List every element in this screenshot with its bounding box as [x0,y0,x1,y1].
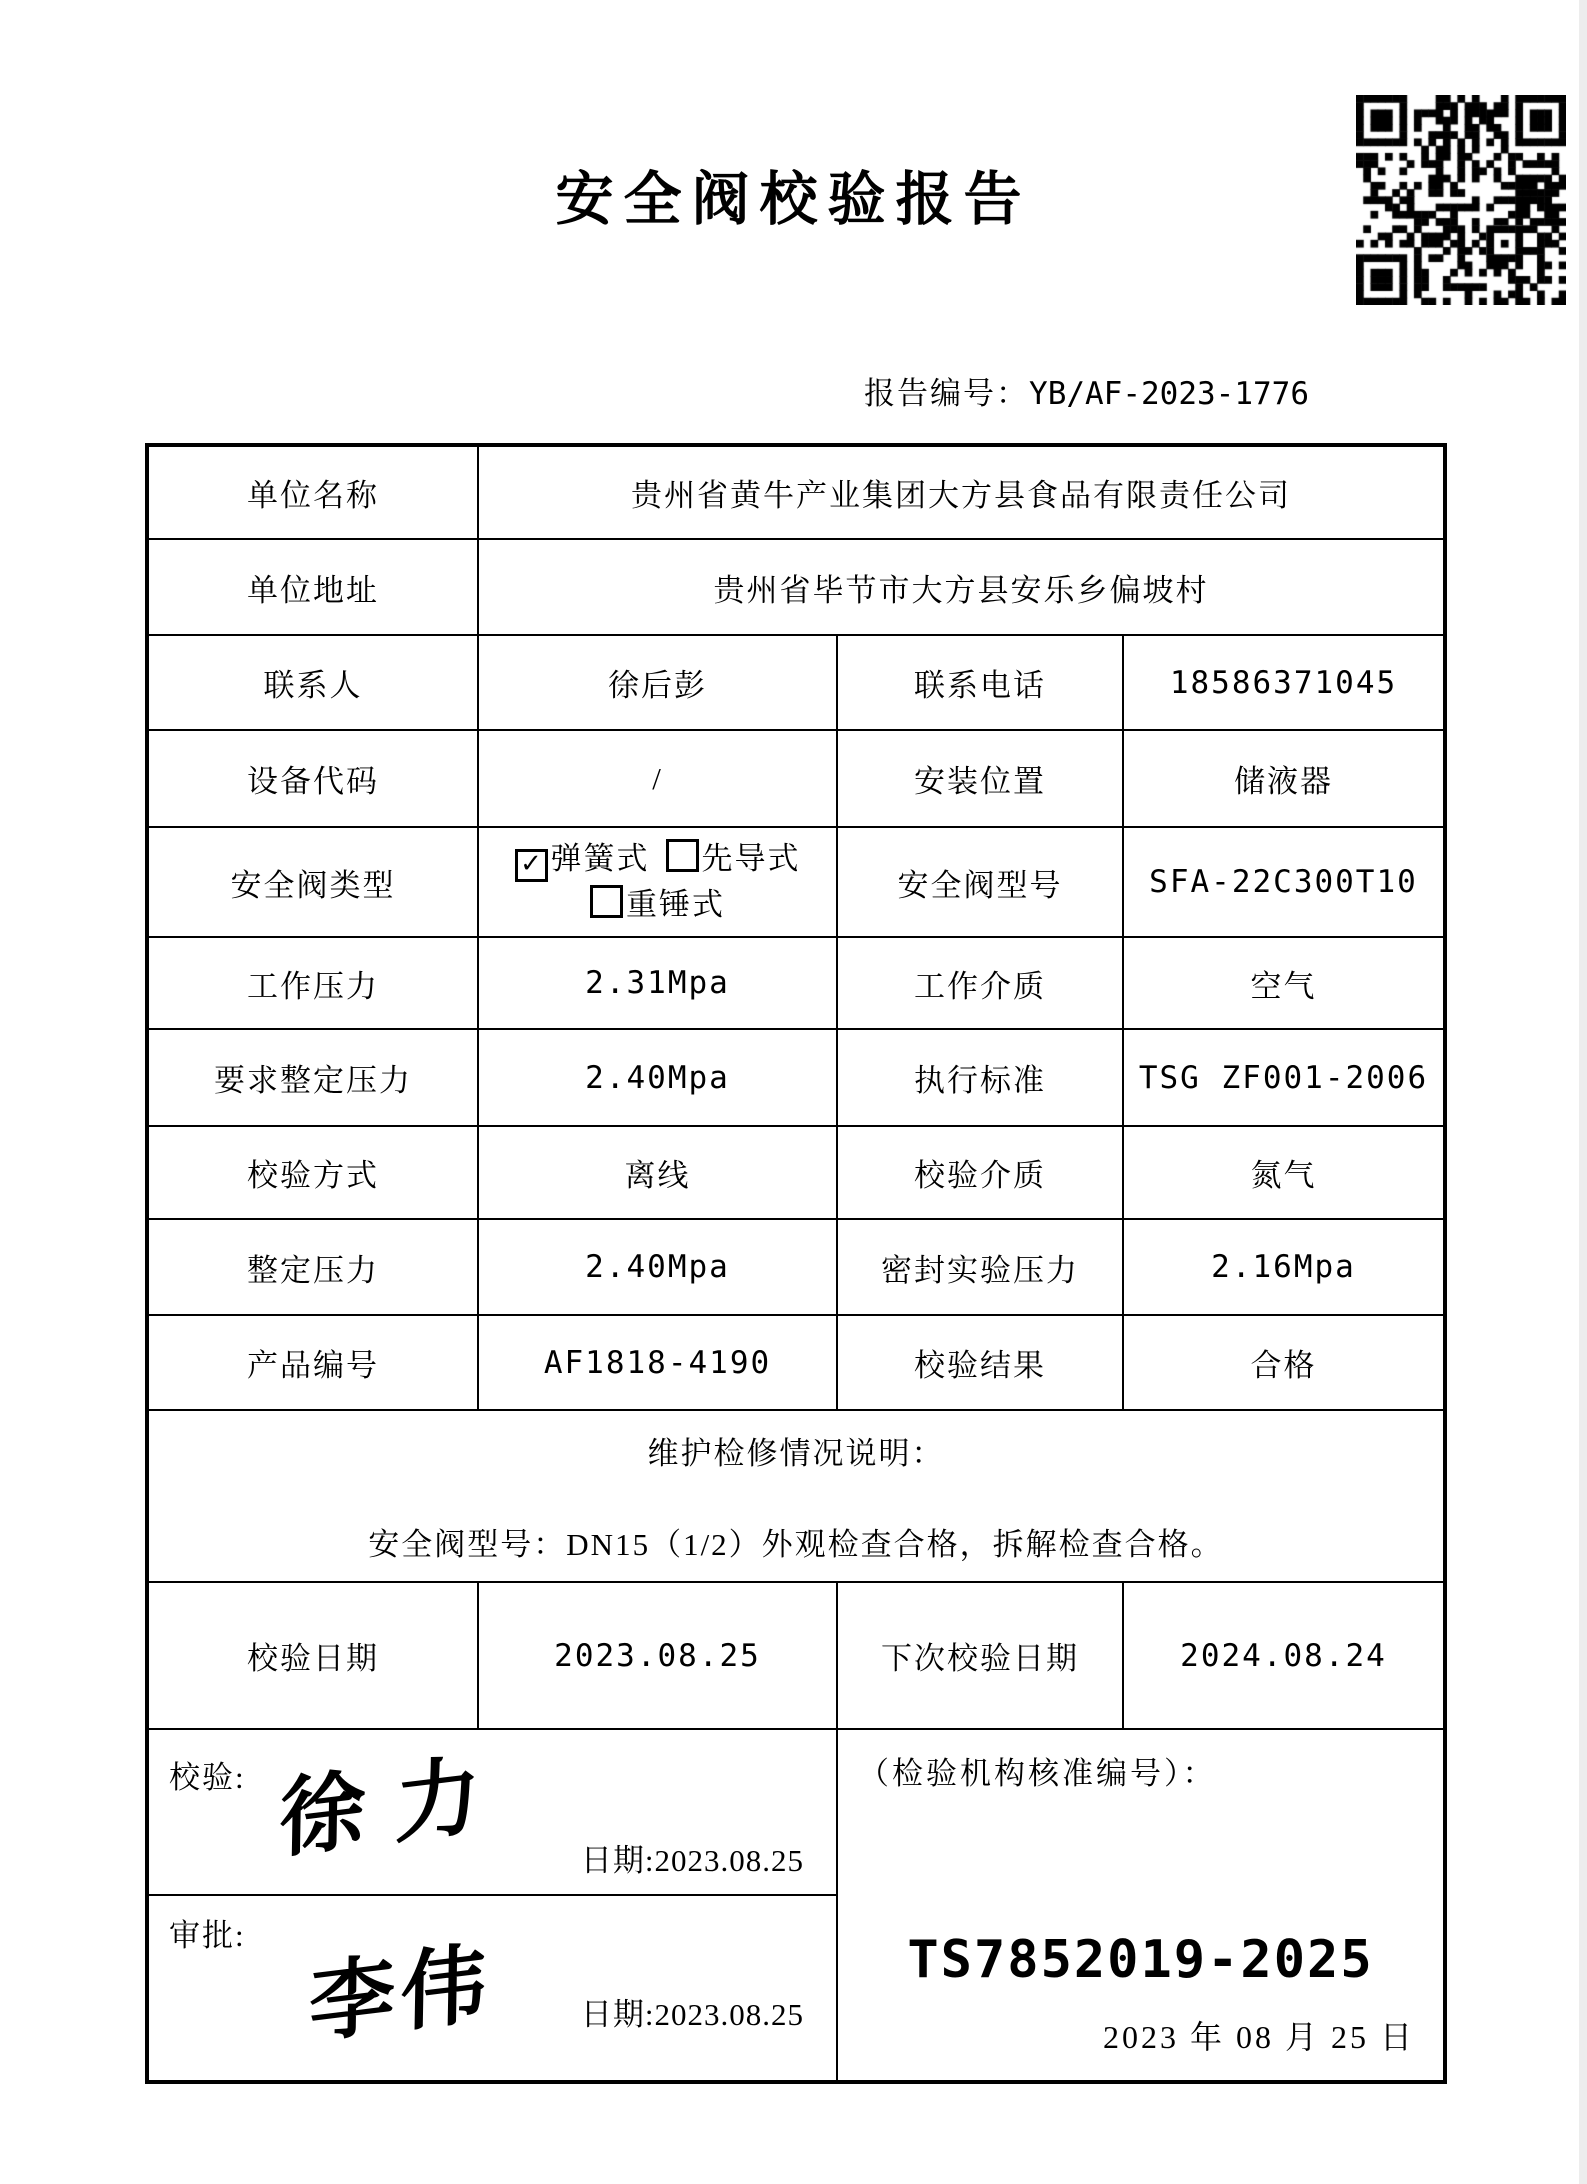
row-calibrator [147,1729,1445,1895]
row-calibration-date [147,1582,1445,1729]
approver-cell [147,1895,837,2082]
row-calibration-method [147,1126,1445,1219]
phone-label: 联系电话 [837,635,1123,730]
product-no-label: 产品编号 [147,1315,478,1410]
maintenance-note-title: 维护检修情况说明： [647,1436,945,1471]
working-medium-value: 空气 [1123,937,1445,1029]
calibrator-signature: 徐力 [278,1740,511,1871]
row-contact [147,635,1445,730]
checkbox-spring-label: 弹簧式 [550,840,650,876]
row-product-no [147,1315,1445,1410]
set-pressure-value: 2.40Mpa [478,1219,837,1315]
calibration-medium-value: 氮气 [1123,1126,1445,1219]
report-table [145,443,1447,2084]
standard-value: TSG ZF001-2006 [1123,1029,1445,1126]
agency-cell [837,1729,1445,2082]
next-calibration-date-label: 下次校验日期 [837,1582,1123,1729]
report-number-value: YB/AF-2023-1776 [1029,376,1309,412]
row-set-pressure [147,1219,1445,1315]
report-number [864,368,1309,413]
calibrator-date: 日期:2023.08.25 [580,1843,804,1878]
row-valve-type [147,827,1445,937]
document-title: 安全阀校验报告 [555,167,1032,232]
agency-approval-label: （检验机构核准编号）： [858,1756,1217,1791]
next-calibration-date-value: 2024.08.24 [1123,1582,1445,1729]
contact-value: 徐后彭 [478,635,837,730]
maintenance-note [147,1410,1445,1582]
calibrator-label: 校验: [169,1760,246,1795]
row-required-set-pressure [147,1029,1445,1126]
unit-address-label: 单位地址 [147,539,478,635]
calibration-method-value: 离线 [478,1126,837,1219]
checkbox-weight-label: 重锤式 [626,887,725,922]
checkbox-pilot-label: 先导式 [701,840,801,876]
calibration-date-value: 2023.08.25 [478,1582,837,1729]
calibrator-cell [147,1729,837,1895]
contact-label: 联系人 [147,635,478,730]
product-no-value: AF1818-4190 [478,1315,837,1410]
device-code-label: 设备代码 [147,730,478,827]
approver-signature: 李伟 [308,1931,494,2056]
valve-type-options [478,827,837,937]
install-location-value: 储液器 [1123,730,1445,827]
checkbox-unchecked-icon [666,839,699,872]
page-edge [1579,0,1587,2184]
seal-test-pressure-label: 密封实验压力 [837,1219,1123,1315]
checkbox-spring-type [515,840,650,879]
working-pressure-label: 工作压力 [147,937,478,1029]
phone-value: 18586371045 [1123,635,1445,730]
row-unit-address [147,539,1445,635]
standard-label: 执行标准 [837,1029,1123,1126]
seal-test-pressure-value: 2.16Mpa [1123,1219,1445,1315]
row-working-pressure [147,937,1445,1029]
required-set-pressure-value: 2.40Mpa [478,1029,837,1126]
valve-model-label: 安全阀型号 [837,827,1123,937]
set-pressure-label: 整定压力 [147,1219,478,1315]
row-unit-name [147,445,1445,539]
maintenance-note-content: 安全阀型号：DN15（1/2）外观检查合格，拆解检查合格。 [368,1527,1224,1562]
calibration-method-label: 校验方式 [147,1126,478,1219]
issue-date: 2023 年 08 月 25 日 [1102,2019,1415,2055]
report-number-label: 报告编号： [864,376,1030,411]
agency-approval-number: TS7852019-2025 [907,1930,1374,1990]
checkbox-unchecked-icon [590,885,623,918]
valve-type-label: 安全阀类型 [147,827,478,937]
install-location-label: 安装位置 [837,730,1123,827]
checkbox-weight-type [590,887,725,922]
unit-name-value: 贵州省黄牛产业集团大方县食品有限责任公司 [478,445,1445,539]
working-medium-label: 工作介质 [837,937,1123,1029]
working-pressure-value: 2.31Mpa [478,937,837,1029]
approver-date: 日期:2023.08.25 [580,1997,804,2032]
row-device-code [147,730,1445,827]
required-set-pressure-label: 要求整定压力 [147,1029,478,1126]
result-value: 合格 [1123,1315,1445,1410]
device-code-value: / [478,730,837,827]
checkbox-pilot-type [666,841,801,876]
unit-name-label: 单位名称 [147,445,478,539]
row-maintenance-note [147,1410,1445,1582]
result-label: 校验结果 [837,1315,1123,1410]
checkbox-checked-icon: ✓ [515,849,548,882]
approver-label: 审批: [169,1918,246,1953]
unit-address-value: 贵州省毕节市大方县安乐乡偏坡村 [478,539,1445,635]
calibration-date-label: 校验日期 [147,1582,478,1729]
valve-model-value: SFA-22C300T10 [1123,827,1445,937]
calibration-medium-label: 校验介质 [837,1126,1123,1219]
